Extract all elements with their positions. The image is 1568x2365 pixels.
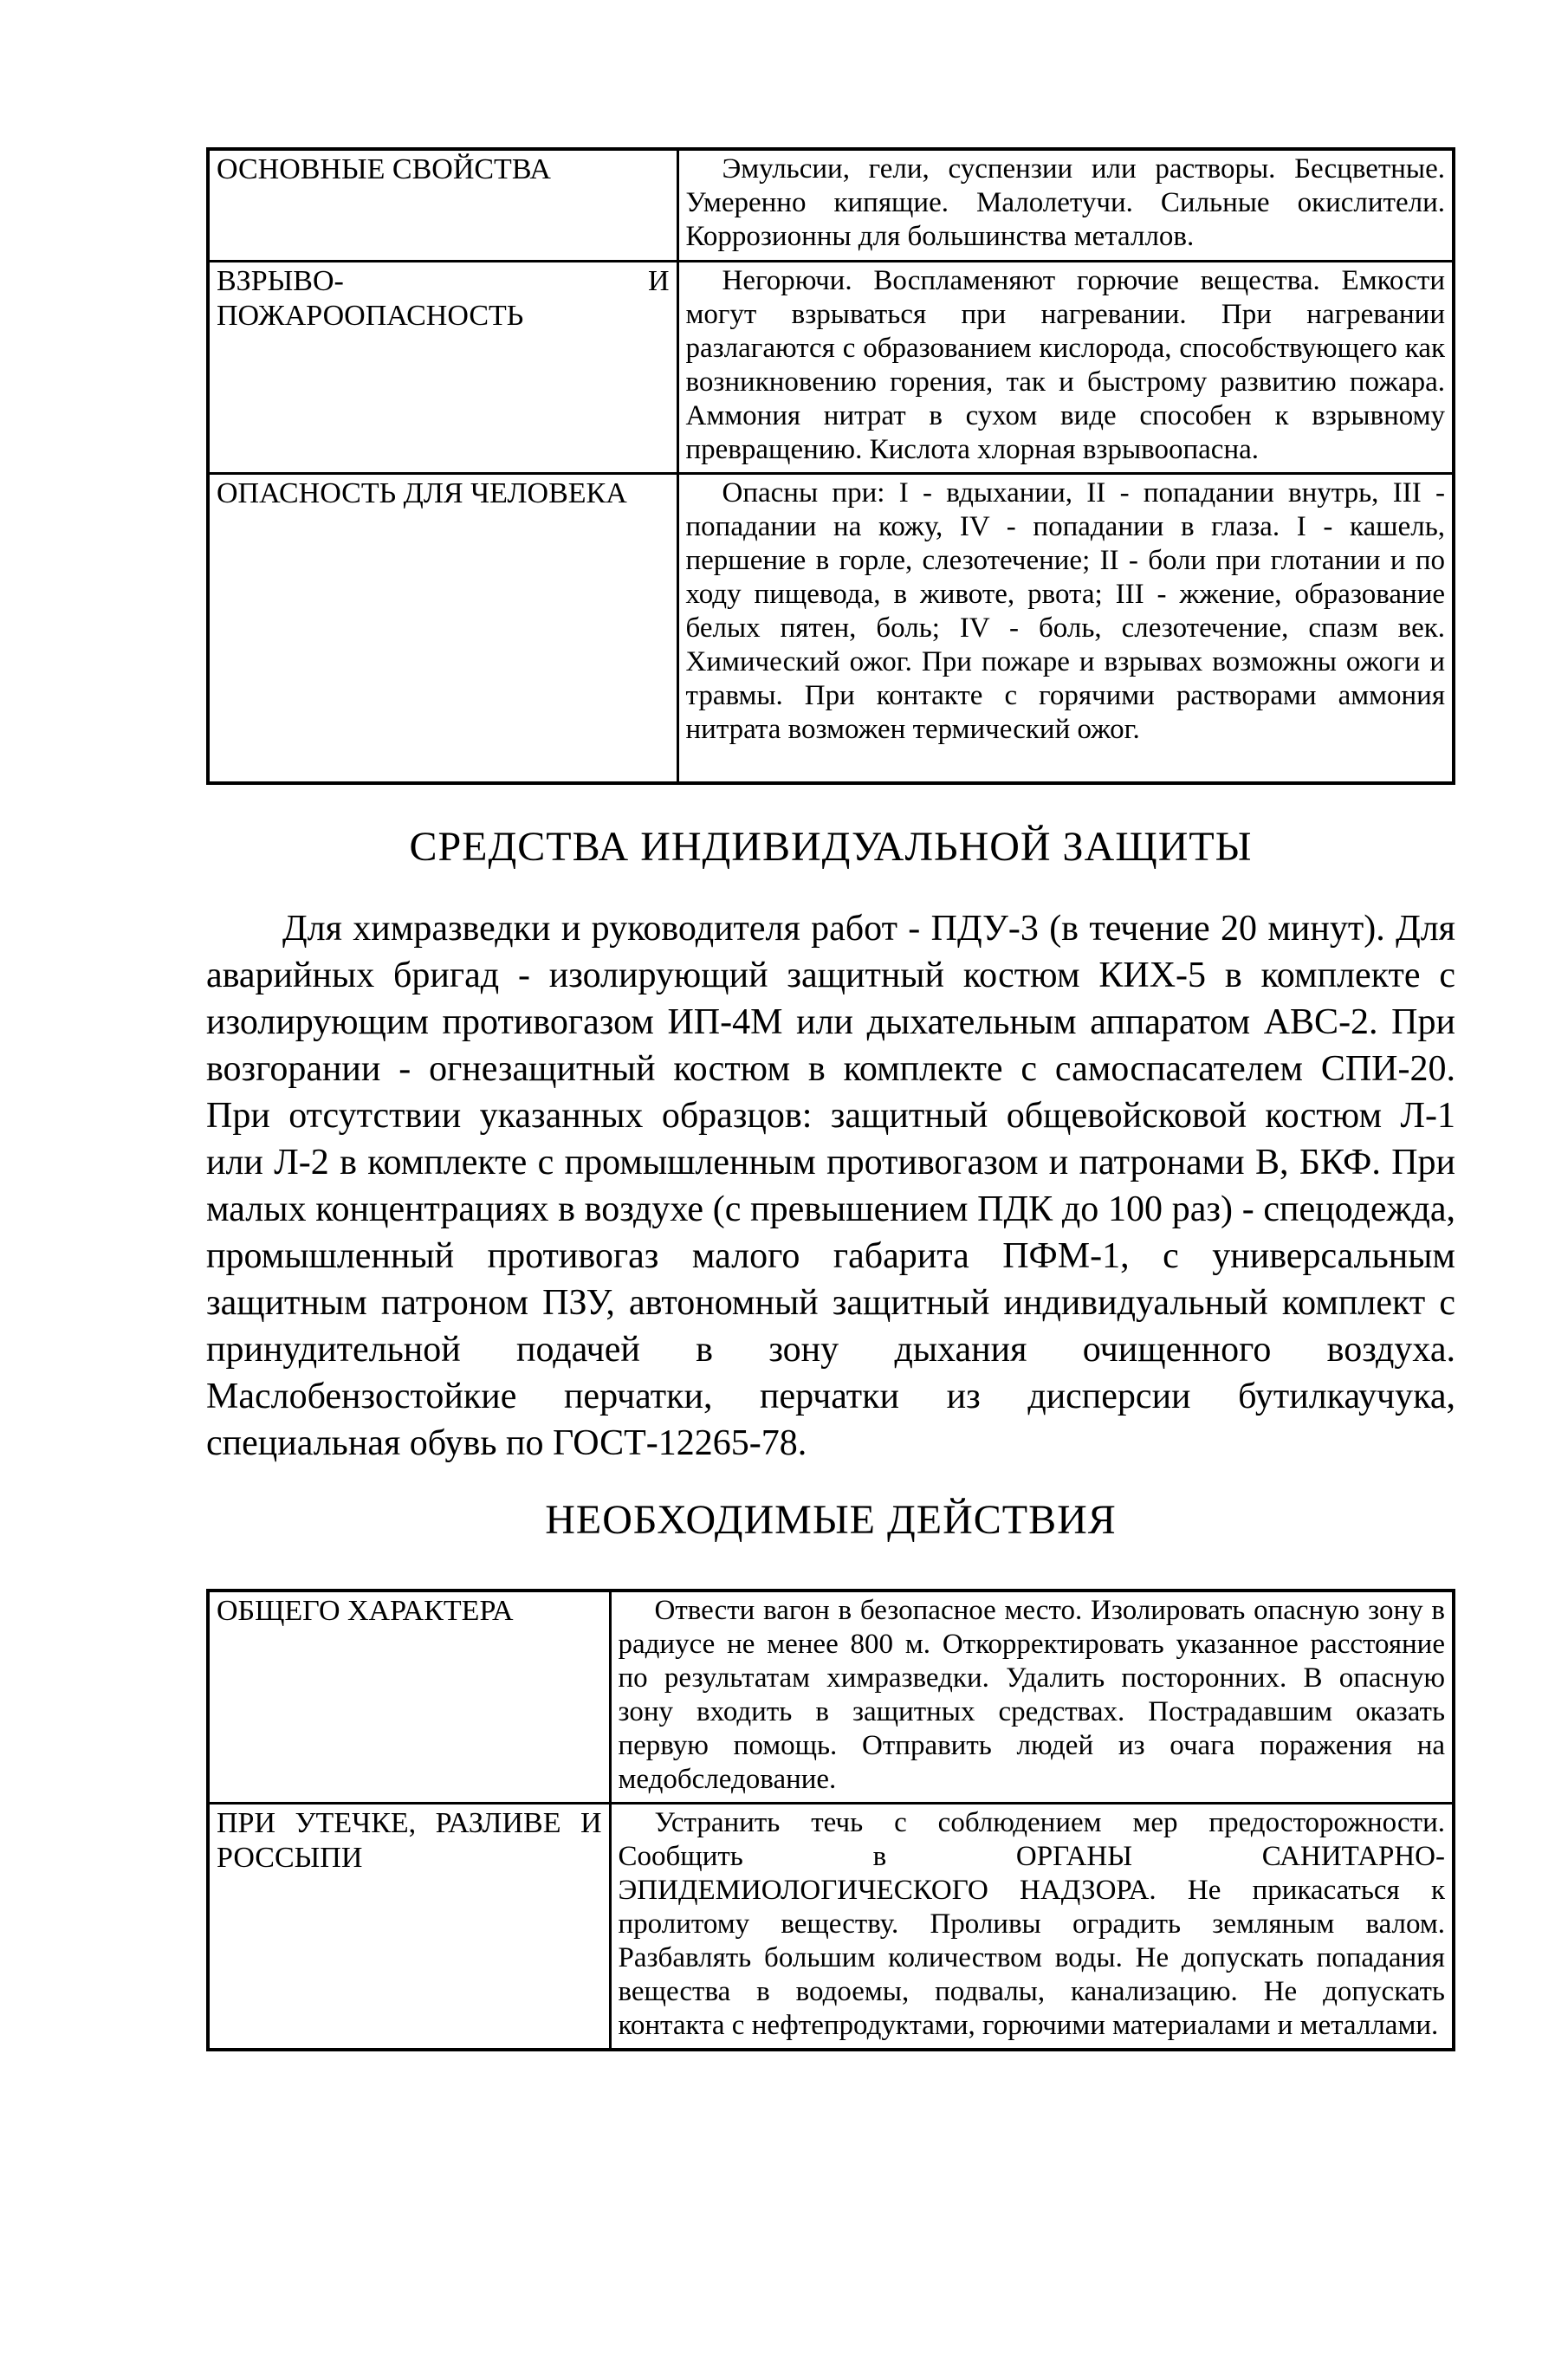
protection-paragraph: Для химразведки и руководителя работ - ПДУ-3 (в течение 20 минут). Для аварийных бригад - изолирующий защитный костюм КИХ-5 в комплекте с изолирующим противогазом ИП-4М или дыхательным аппаратом АВС-2. При возгорании - огнезащитный костюм в комплекте с самоспасателем СПИ-20. При отсутствии указанных образцов: защитный общевойсковой костюм Л-1 или Л-2 в комплекте с промышленным противогазом и патронами В, БКФ. При малых концентрациях в воздухе (с превышением ПДК до 100 раз) - спецодежда, промышленный противогаз малого габарита ПФМ-1, с универсальным защитным патроном ПЗУ, автономный защитный индивидуальный комплект с принудительной подачей в зону дыхания очищенного воздуха. Маслобензостойкие перчатки, перчатки из дисперсии бутилкаучука, специальная обувь по ГОСТ-12265-78. [206, 909, 1455, 1463]
row-body-leak-spill-actions: Устранить течь с соблюдением мер предосторожности. Сообщить в ОРГАНЫ САНИТАРНО-ЭПИДЕМИОЛОГИЧЕСКОГО НАДЗОРА. Не прикасаться к пролитому веществу. Проливы оградить земляным валом. Разбавлять большим количеством воды. Не допускать попадания вещества в водоемы, подвалы, канализацию. Не допускать контакта с нефтепродуктами, горючими материалами и металлами. [610, 1804, 1454, 2051]
protection-section-title: СРЕДСТВА ИНДИВИДУАЛЬНОЙ ЗАЩИТЫ [409, 824, 1253, 870]
row-caption-general-actions [208, 1591, 610, 1804]
row-body-human-hazard: Опасны при: I - вдыхании, II - попадании внутрь, III - попадании на кожу, IV - попадании в глаза. I - кашель, першение в горле, слезотечение; II - боли при глотании и по ходу пищевода, в животе, рвота; III - жжение, образование белых пятен, боль; IV - боль, слезотечение, спазм век. Химический ожог. При пожаре и взрывах возможны ожоги и травмы. При контакте с горячими растворами аммония нитрата возможен термический ожог. [677, 474, 1454, 784]
actions-table [206, 1589, 1455, 2051]
row-caption-leak-spill-actions [208, 1804, 610, 2051]
caption-text: ВЗРЫВО- [217, 265, 344, 297]
caption-line-2: РОССЫПИ [217, 1842, 363, 1874]
row-caption-explosion-fire-hazard [208, 262, 677, 474]
table-row-general-actions [208, 1591, 1454, 1804]
caption-line-1: ПРИ УТЕЧКЕ, РАЗЛИВЕ И [217, 1807, 602, 1839]
document-page [206, 147, 1455, 2051]
caption-line-1 [217, 264, 670, 299]
caption-line-2: ПОЖАРООПАСНОСТЬ [217, 300, 524, 332]
table-row-human-hazard [208, 474, 1454, 784]
actions-section-title: НЕОБХОДИМЫЕ ДЕЙСТВИЯ [545, 1497, 1117, 1543]
caption-text: ОПАСНОСТЬ ДЛЯ ЧЕЛОВЕКА [217, 477, 627, 509]
row-body-explosion-fire-hazard: Негорючи. Воспламеняют горючие вещества. Емкости могут взрываться при нагревании. При нагревании разлагаются с образованием кислорода, способствующего как возникновению горения, так и быстрому развитию пожара. Аммония нитрат в сухом виде способен к взрывному превращению. Кислота хлорная взрывоопасна. [677, 262, 1454, 474]
caption-text: ОБЩЕГО ХАРАКТЕРА [217, 1595, 514, 1627]
table-row-basic-properties [208, 149, 1454, 262]
table-row-leak-spill-actions [208, 1804, 1454, 2051]
row-caption-human-hazard [208, 474, 677, 784]
properties-table [206, 147, 1455, 785]
caption-text: ОСНОВНЫЕ СВОЙСТВА [217, 153, 551, 185]
row-body-basic-properties: Эмульсии, гели, суспензии или растворы. Бесцветные. Умеренно кипящие. Малолетучи. Сильные окислители. Коррозионны для большинства металлов. [677, 149, 1454, 262]
caption-text: И [647, 265, 670, 297]
row-caption-basic-properties [208, 149, 677, 262]
table-row-explosion-fire-hazard [208, 262, 1454, 474]
row-body-general-actions: Отвести вагон в безопасное место. Изолировать опасную зону в радиусе не менее 800 м. Откорректировать указанное расстояние по результатам химразведки. Удалить посторонних. В опасную зону входить в защитных средствах. Пострадавшим оказать первую помощь. Отправить людей из очага поражения на медобследование. [610, 1591, 1454, 1804]
